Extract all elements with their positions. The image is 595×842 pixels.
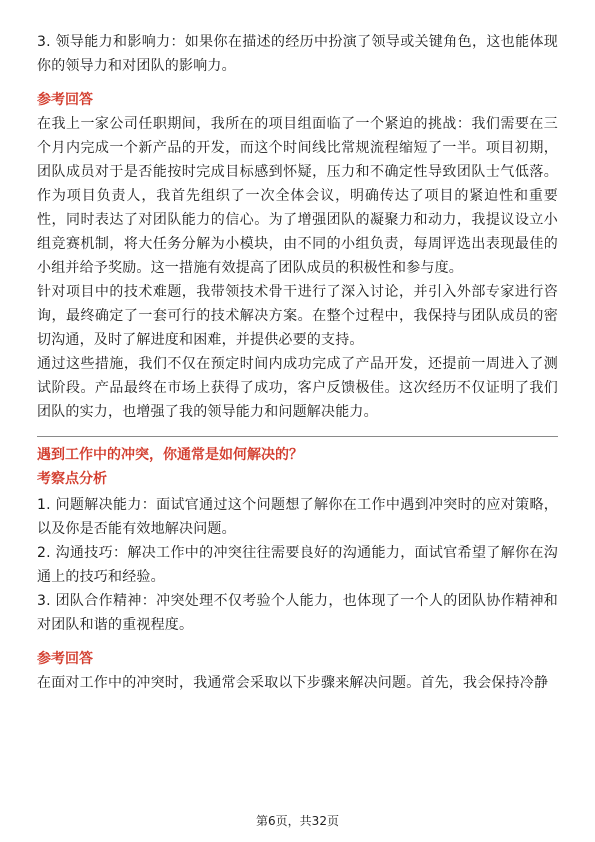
answer-paragraph-2: 针对项目中的技术难题，我带领技术骨干进行了深入讨论，并引入外部专家进行咨询，最终确定了一套可行的技术解决方案。在整个过程中，我保持与团队成员的密切沟通，及时了解进度和困难，并提供必要的支持。 bbox=[37, 284, 558, 348]
answer-start-paragraph: 在面对工作中的冲突时，我通常会采取以下步骤来解决问题。首先，我会保持冷静 bbox=[37, 675, 549, 691]
question-title: 遇到工作中的冲突，你通常是如何解决的？ bbox=[37, 447, 303, 463]
answer-paragraph-3: 通过这些措施，我们不仅在预定时间内成功完成了产品开发，还提前一周进入了测试阶段。产品最终在市场上获得了成功，客户反馈极佳。这次经历不仅证明了我们团队的实力，也增强了我的领导能力和问题解决能力。 bbox=[37, 356, 558, 420]
analysis-point-3: 3. 团队合作精神：冲突处理不仅考验个人能力，也体现了一个人的团队协作精神和对团队和谐的重视程度。 bbox=[37, 593, 558, 633]
answer-paragraph-1: 在我上一家公司任职期间，我所在的项目组面临了一个紧迫的挑战：我们需要在三个月内完成一个新产品的开发，而这个时间线比常规流程缩短了一半。项目初期，团队成员对于是否能按时完成目标感到怀疑，压力和不确定性导致团队士气低落。作为项目负责人，我首先组织了一次全体会议，明确传达了项目的紧迫性和重要性，同时表达了对团队能力的信心。为了增强团队的凝聚力和动力，我提议设立小组竞赛机制，将大任务分解为小模块，由不同的小组负责，每周评选出表现最佳的小组并给予奖励。这一措施有效提高了团队成员的积极性和参与度。 bbox=[37, 116, 558, 276]
analysis-point-1: 1. 问题解决能力：面试官通过这个问题想了解你在工作中遇到冲突时的应对策略，以及你是否能有效地解决问题。 bbox=[37, 497, 558, 537]
reference-answer-heading: 参考回答 bbox=[37, 92, 93, 108]
reference-answer-heading-2: 参考回答 bbox=[37, 651, 93, 667]
analysis-heading: 考察点分析 bbox=[37, 471, 107, 487]
page-number: 第6页，共32页 bbox=[256, 814, 339, 828]
analysis-point-2: 2. 沟通技巧：解决工作中的冲突往往需要良好的沟通能力，面试官希望了解你在沟通上的技巧和经验。 bbox=[37, 545, 558, 585]
assessment-point-3: 3. 领导能力和影响力：如果你在描述的经历中扮演了领导或关键角色，这也能体现你的领导力和对团队的影响力。 bbox=[37, 34, 558, 74]
page-content bbox=[37, 30, 558, 695]
